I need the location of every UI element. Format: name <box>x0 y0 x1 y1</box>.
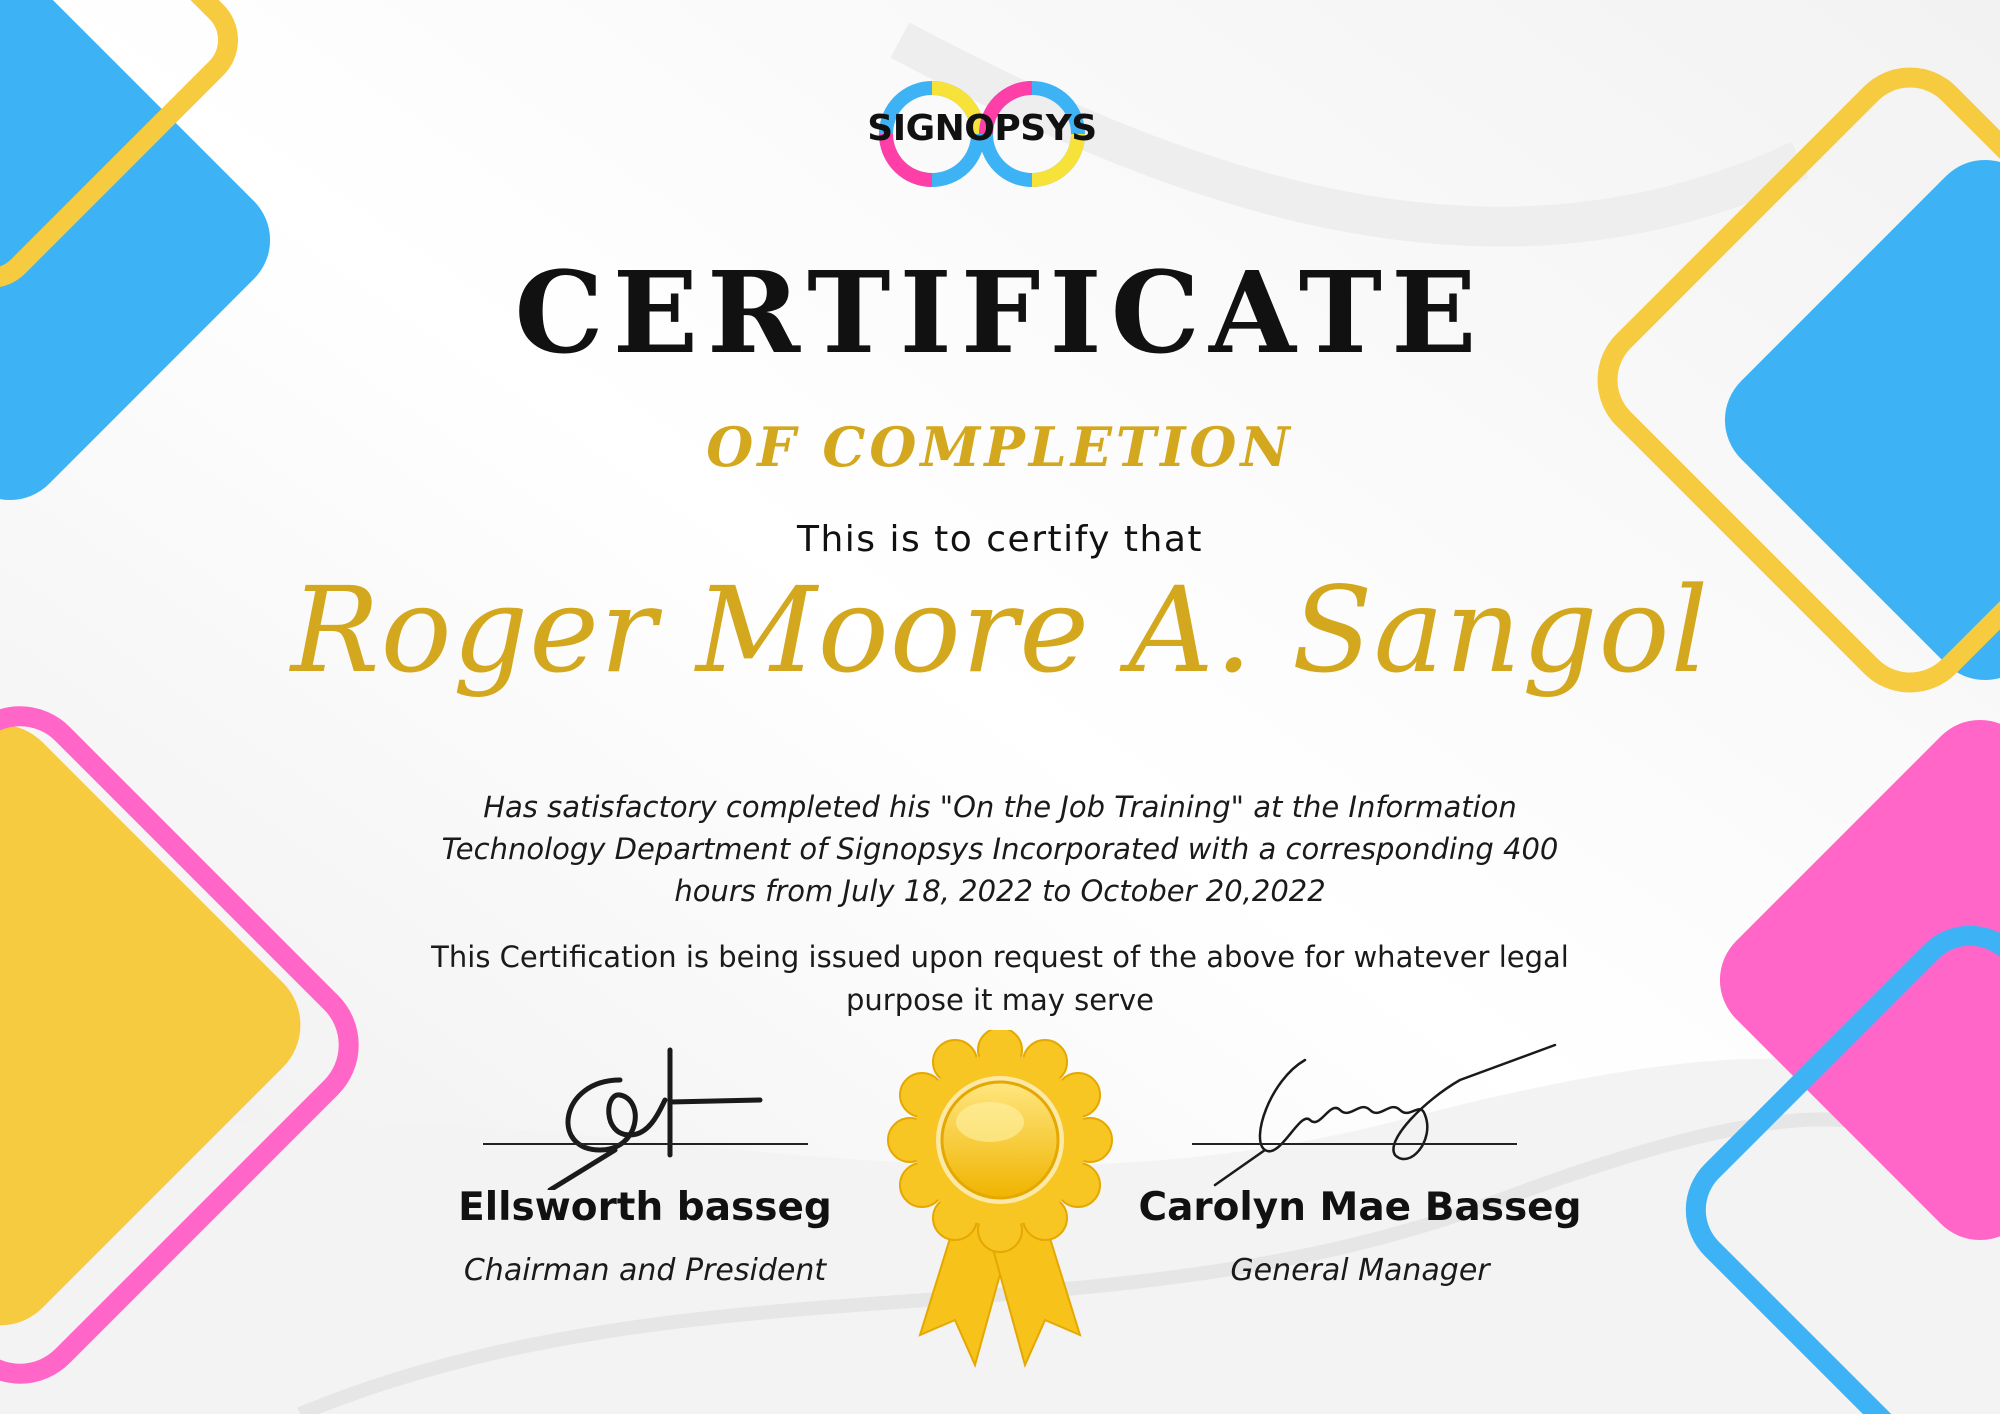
logo-wordmark: SIGNOPSYS <box>867 108 1097 149</box>
signature-line <box>1192 1143 1517 1145</box>
purpose-statement: This Certification is being issued upon request of the above for whatever legal purpose it may serve <box>431 940 1569 1017</box>
certify-intro: This is to certify that <box>796 519 1204 560</box>
completion-statement: Has satisfactory completed his "On the Job Training" at the Information Technology Department of Signopsys Incorporated with a corresponding 400 hours from July 18, 2022 to October 20,2022 <box>441 790 1559 908</box>
signatory-name: Ellsworth basseg <box>458 1185 832 1230</box>
signature-line <box>483 1143 808 1145</box>
signatory-role: Chairman and President <box>463 1253 827 1288</box>
signature-carolyn-icon <box>1210 1040 1570 1190</box>
certificate-subtitle: OF COMPLETION <box>706 415 1294 479</box>
certificate-title: CERTIFICATE <box>514 248 1486 379</box>
signature-ellsworth-icon <box>520 1040 780 1190</box>
recipient-name: Roger Moore A. Sangol <box>290 561 1710 699</box>
signatory-role: General Manager <box>1230 1253 1490 1288</box>
gold-award-rosette-icon <box>880 1030 1120 1370</box>
company-logo <box>854 75 1110 193</box>
signatory-name: Carolyn Mae Basseg <box>1138 1185 1582 1230</box>
